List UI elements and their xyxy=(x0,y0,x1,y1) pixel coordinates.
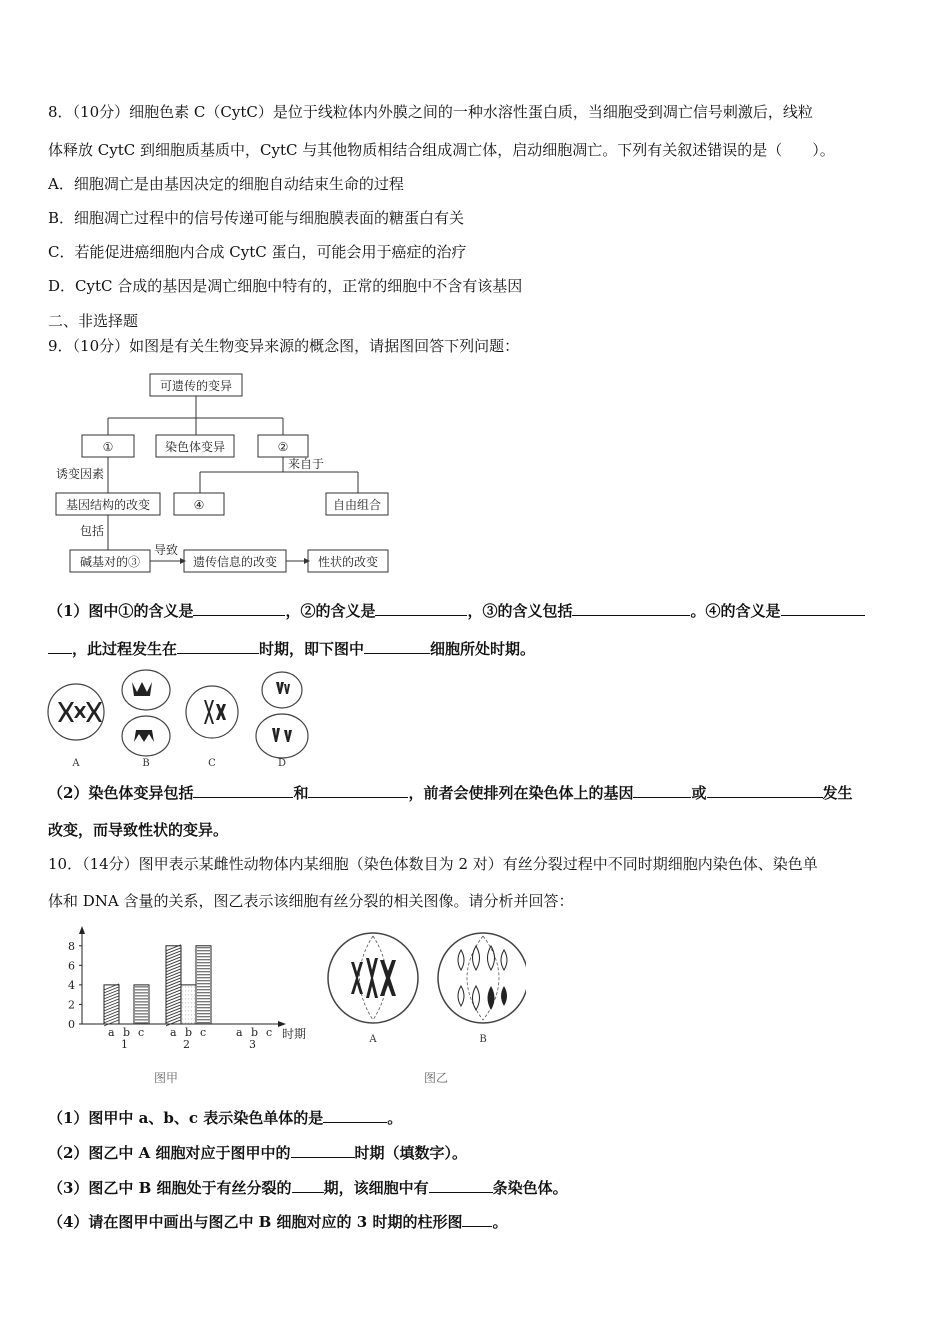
concept-chrom: 染色体变异 xyxy=(164,440,226,454)
concept-n4: ④ xyxy=(193,498,205,512)
fig-yi-label-b: B xyxy=(479,1034,487,1045)
cell-label-d: D xyxy=(277,758,287,769)
x-category-label: 2 xyxy=(183,1038,190,1051)
concept-top: 可遗传的变异 xyxy=(159,379,233,393)
concept-free: 自由组合 xyxy=(332,498,382,512)
answer-blank-4[interactable] xyxy=(781,601,865,616)
q8-option-c: C．若能促进癌细胞内合成 CytC 蛋白，可能会用于癌症的治疗 xyxy=(48,243,467,261)
y-tick-label: 8 xyxy=(68,939,75,953)
concept-gene-change: 基因结构的改变 xyxy=(65,498,151,512)
figure-yi-cells xyxy=(326,928,526,1088)
x-subcategory-label: c xyxy=(200,1026,207,1039)
bar-c-2 xyxy=(196,946,211,1024)
answer-blank-15[interactable] xyxy=(462,1212,492,1227)
concept-from: 来自于 xyxy=(287,457,325,471)
answer-blank-3[interactable] xyxy=(572,601,690,616)
q8-stem-line1: 8．（10分）细胞色素 C（CytC）是位于线粒体内外膜之间的一种水溶性蛋白质，当细胞受到凋亡信号刺激后，线粒 xyxy=(48,103,813,121)
x-subcategory-label: b xyxy=(251,1026,259,1039)
q9-part2-line2: 改变，而导致性状的变异。 xyxy=(48,821,229,839)
figure-jia-bar-chart xyxy=(60,924,330,1090)
answer-blank-7[interactable] xyxy=(193,783,293,798)
cell-division-figures xyxy=(44,668,314,772)
x-subcategory-label: a xyxy=(108,1026,115,1039)
concept-include: 包括 xyxy=(79,524,105,538)
y-tick-label: 2 xyxy=(68,998,75,1012)
concept-n1: ① xyxy=(102,440,114,454)
cell-label-b: B xyxy=(142,758,150,769)
answer-blank-1[interactable] xyxy=(193,601,285,616)
concept-map xyxy=(48,368,398,576)
fig-yi-label-a: A xyxy=(369,1034,377,1045)
cell-label-a: A xyxy=(72,758,80,769)
answer-blank-13[interactable] xyxy=(292,1178,324,1193)
answer-blank-10[interactable] xyxy=(707,783,823,798)
q10-part4: （4）请在图甲中画出与图乙中 B 细胞对应的 3 时期的柱形图 。 xyxy=(48,1213,508,1231)
answer-blank-14[interactable] xyxy=(429,1178,493,1193)
q10-part2: （2）图乙中 A 细胞对应于图甲中的 时期（填数字）。 xyxy=(48,1144,468,1162)
answer-blank-12[interactable] xyxy=(291,1143,355,1158)
q8-option-d: D．CytC 合成的基因是凋亡细胞中特有的，正常的细胞中不含有该基因 xyxy=(48,277,523,295)
x-category-label: 3 xyxy=(249,1038,256,1051)
concept-lead: 导致 xyxy=(153,543,179,557)
answer-blank-5[interactable] xyxy=(177,639,259,654)
section-title: 二、非选择题 xyxy=(48,312,139,330)
answer-blank-2[interactable] xyxy=(375,601,467,616)
x-category-label: 1 xyxy=(121,1038,128,1051)
q10-part3: （3）图乙中 B 细胞处于有丝分裂的 期，该细胞中有 条染色体。 xyxy=(48,1179,568,1197)
concept-info: 遗传信息的改变 xyxy=(192,555,278,569)
answer-blank-6[interactable] xyxy=(364,639,430,654)
q9-part1-line2: ，此过程发生在 时期，即下图中 细胞所处时期。 xyxy=(48,639,535,659)
y-tick-label: 4 xyxy=(68,978,75,992)
x-subcategory-label: a xyxy=(170,1026,177,1039)
x-subcategory-label: a xyxy=(236,1026,243,1039)
answer-blank-9[interactable] xyxy=(633,783,691,798)
q10-stem-line2: 体和 DNA 含量的关系，图乙表示该细胞有丝分裂的相关图像。请分析并回答： xyxy=(48,892,574,910)
cell-label-c: C xyxy=(208,758,216,769)
concept-trait: 性状的改变 xyxy=(317,555,379,569)
x-subcategory-label: c xyxy=(138,1026,145,1039)
figure-jia-title: 图甲 xyxy=(153,1071,179,1085)
q9-stem: 9．（10分）如图是有关生物变异来源的概念图，请据图回答下列问题： xyxy=(48,337,520,355)
concept-base: 碱基对的③ xyxy=(79,555,141,569)
y-tick-label: 6 xyxy=(68,959,75,973)
figure-yi-title: 图乙 xyxy=(423,1071,449,1085)
concept-n2: ② xyxy=(277,440,289,454)
q8-stem-line2: 体释放 CytC 到细胞质基质中，CytC 与其他物质相结合组成凋亡体，启动细胞凋亡。下列有关叙述错误的是（ ）。 xyxy=(48,141,835,159)
q8-option-a: A．细胞凋亡是由基因决定的细胞自动结束生命的过程 xyxy=(48,175,404,193)
x-axis-label: 时期 xyxy=(282,1027,307,1041)
q8-option-b: B．细胞凋亡过程中的信号传递可能与细胞膜表面的糖蛋白有关 xyxy=(48,209,465,227)
answer-blank-11[interactable] xyxy=(323,1108,387,1123)
concept-mutagen: 诱变因素 xyxy=(55,467,105,481)
q10-part1: （1）图甲中 a、b、c 表示染色单体的是 。 xyxy=(48,1109,403,1127)
x-subcategory-label: b xyxy=(123,1026,131,1039)
q9-part1-line1: （1）图中①的含义是 ，②的含义是 ，③的含义包括 。④的含义是 xyxy=(48,601,865,621)
answer-blank-4-cont[interactable] xyxy=(48,639,72,654)
q9-part2-line1: （2）染色体变异包括 和 ，前者会使排列在染色体上的基因 或 发生 xyxy=(48,784,853,802)
q10-stem-line1: 10．（14分）图甲表示某雌性动物体内某细胞（染色体数目为 2 对）有丝分裂过程中不同时期细胞内染色体、染色单 xyxy=(48,855,818,873)
answer-blank-8[interactable] xyxy=(308,783,408,798)
x-subcategory-label: b xyxy=(185,1026,193,1039)
x-subcategory-label: c xyxy=(266,1026,273,1039)
y-tick-label: 0 xyxy=(68,1018,75,1031)
